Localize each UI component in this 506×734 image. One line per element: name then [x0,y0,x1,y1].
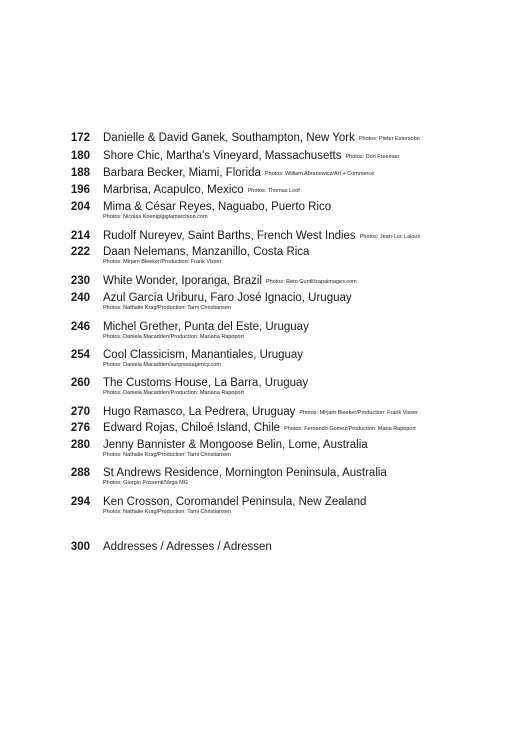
photo-credit: Photos: Thomas Loof [247,188,300,194]
entry-line [103,291,352,305]
entry-title: Danielle & David Ganek, Southampton, New York [103,132,355,144]
photo-credit: Photos: Nathalie Krag/Production: Tami Christiansen [103,509,231,515]
page-number: 230 [70,275,90,287]
entry-line [103,320,309,334]
entry-title: Michel Grether, Punta del Este, Uruguay [103,321,309,333]
photo-credit: Photos: Pieter Estersohn [358,136,420,142]
photo-credit: Photos: William Abranowicz/Art + Commerce [264,171,375,177]
page-number: 276 [70,422,90,434]
page-number: 222 [70,246,90,258]
entry-line [103,376,308,390]
photo-credit: Photos: Jean-Luc Laloux [359,234,421,240]
entry-title: Azul García Uriburu, Faro José Ignacio, Uruguay [103,292,352,304]
page-number: 280 [70,439,90,451]
photo-credit: Photos: Mirjam Bleeker/Production: Frank Visser [299,410,418,416]
entry-line [103,229,420,244]
photo-credit: Photos: Daniela Macadden/surpressagency.com [103,362,221,368]
entry-line [103,421,416,436]
entry-title: Ken Crosson, Coromandel Peninsula, New Zealand [103,496,367,508]
page-number: 246 [70,321,90,333]
entry-line [103,149,399,164]
entry-title: Barbara Becker, Miami, Florida [103,167,261,179]
entry-line [103,438,368,452]
page-number: 300 [70,541,90,553]
entry-title: Marbrisa, Acapulco, Mexico [103,184,244,196]
entry-title: St Andrews Residence, Mornington Peninsula, Australia [103,467,387,479]
entry-title: Rudolf Nureyev, Saint Barths, French West Indies [103,230,356,242]
page-number: 270 [70,406,90,418]
page-number: 196 [70,184,90,196]
page-number: 214 [70,230,90,242]
page-number: 260 [70,377,90,389]
page-number: 180 [70,150,90,162]
page-number: 294 [70,496,90,508]
photo-credit: Photos: Fernando Gomez/Production: Maria Rapoport [284,426,416,432]
entry-title: Jenny Bannister & Mongoose Belin, Lome, Australia [103,439,368,451]
entry-title: Hugo Ramasco, La Pedrera, Uruguay [103,406,296,418]
photo-credit: Photos: Daniela Macadden/Production: Mariana Rapoport [103,390,244,396]
page-number: 188 [70,167,90,179]
entry-line [103,166,374,181]
entry-line [103,183,300,198]
photo-credit: Photos: Reto Guntli/zapaimages.com [265,279,357,285]
entry-title: Cool Classicism, Manantiales, Uruguay [103,349,304,361]
entry-line [103,405,418,420]
entry-line [103,540,272,554]
entry-title: Edward Rojas, Chiloé Island, Chile [103,422,281,434]
photo-credit: Photos: Daniela Macadden/Production: Mariana Rapoport [103,334,244,340]
entry-title: Daan Nelemans, Manzanillo, Costa Rica [103,246,310,258]
entry-line [103,274,357,289]
entry-title: White Wonder, Iporanga, Brazil [103,275,262,287]
entry-title: Addresses / Adresses / Adressen [103,541,272,553]
photo-credit: Photos: Nicolas Koenig/gigiamarchiori.com [103,214,208,220]
photo-credit: Photos: Nathalie Krag/Production: Tami Christiansen [103,305,231,311]
page-number: 172 [70,132,90,144]
page-number: 204 [70,201,90,213]
photo-credit: Photos: Mirjam Bleeker/Production: Frank Visser [103,259,222,265]
page-number: 240 [70,292,90,304]
entry-title: The Customs House, La Barra, Uruguay [103,377,309,389]
entry-line [103,245,309,259]
entry-line [103,131,420,146]
entry-title: Mima & César Reyes, Naguabo, Puerto Rico [103,201,332,213]
page-number: 254 [70,349,90,361]
page-number: 288 [70,467,90,479]
entry-line [103,495,366,509]
entry-line [103,348,303,362]
entry-line [103,466,387,480]
photo-credit: Photos: Giorgio Possenti/Vega MG [103,480,188,486]
photo-credit: Photos: Don Freeman [345,154,400,160]
photo-credit: Photos: Nathalie Krag/Production: Tami Christiansen [103,452,231,458]
entry-line [103,200,331,214]
entry-title: Shore Chic, Martha's Vineyard, Massachusetts [103,150,342,162]
